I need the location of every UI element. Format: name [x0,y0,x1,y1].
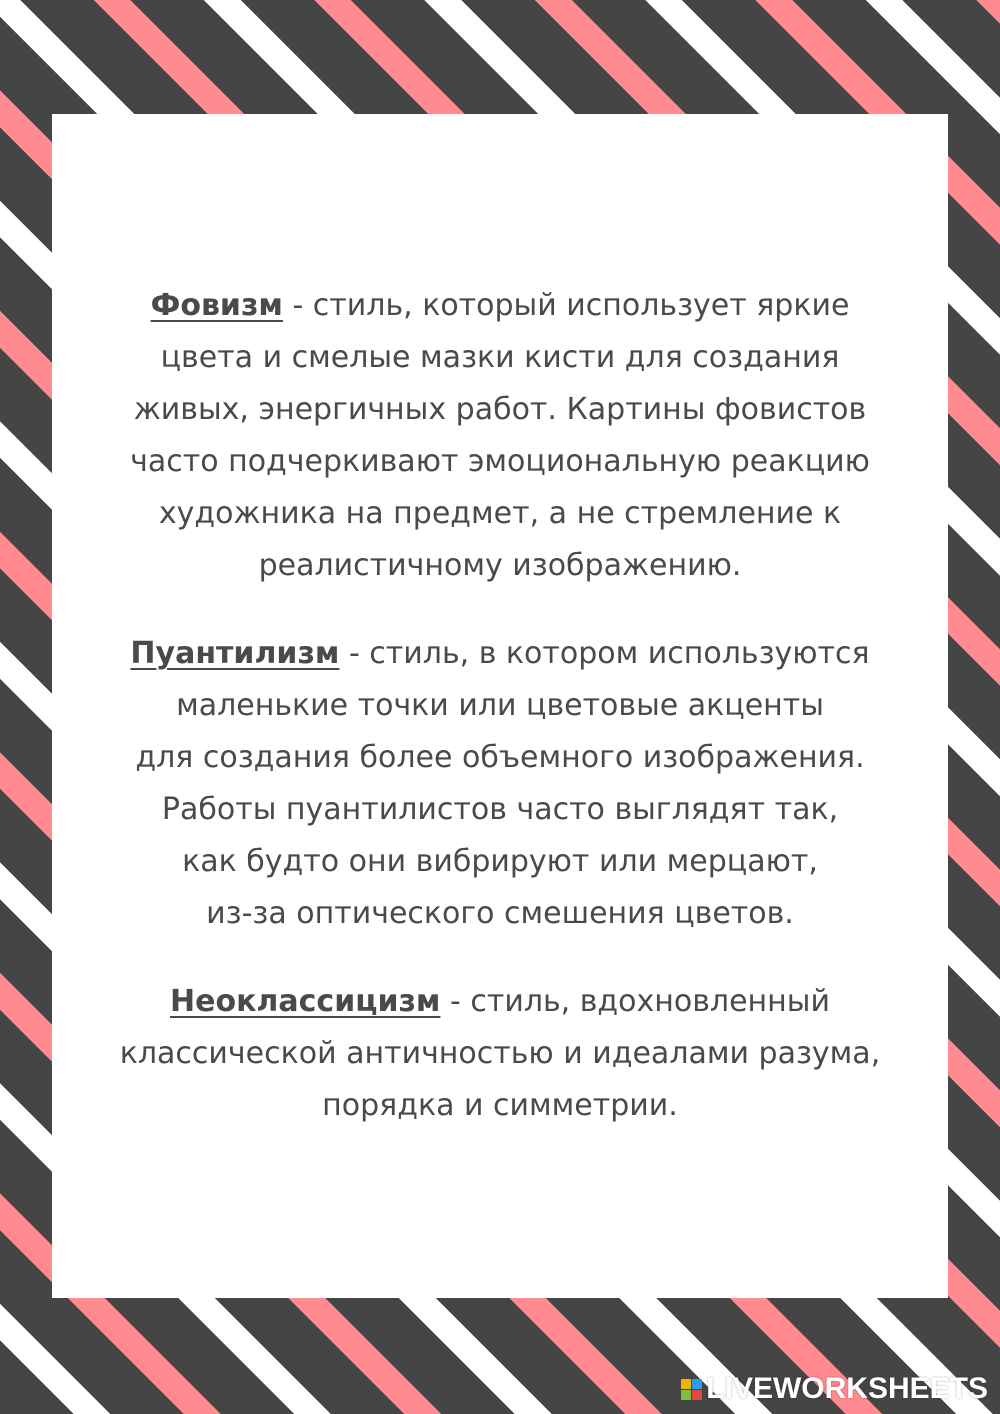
liveworksheets-logo-icon [681,1379,702,1400]
paragraph-line: художника на предмет, а не стремление к [158,496,842,531]
paragraph-line [82,280,918,332]
paragraph-line: для создания более объемного изображения. [135,740,865,775]
paragraph-neoclassicism [82,976,918,1132]
watermark-text: LIVEWORKSHEETS [706,1372,988,1405]
paragraph-fauvism [82,280,918,592]
paragraph-line: часто подчеркивают эмоциональную реакцию [130,444,870,479]
paragraph-line [82,628,918,680]
term-fauvism: Фовизм [150,288,283,323]
logo-tile [692,1390,702,1400]
definition-text: - стиль, вдохновленный [440,984,830,1019]
content-card [52,114,948,1298]
paragraph-line: классической античностью и идеалами разума, [119,1036,881,1071]
text-column [82,280,918,1168]
paragraph-line: порядка и симметрии. [322,1088,678,1123]
paragraph-line: из-за оптического смешения цветов. [206,896,794,931]
paragraph-line: живых, энергичных работ. Картины фовистов [133,392,867,427]
logo-tile [692,1379,702,1389]
liveworksheets-watermark [681,1372,988,1406]
paragraph-line: цвета и смелые мазки кисти для создания [160,340,840,375]
paragraph-line: Работы пуантилистов часто выглядят так, [161,792,839,827]
paragraph-line: как будто они вибрируют или мерцают, [182,844,818,879]
paragraph-line: маленькие точки или цветовые акценты [176,688,824,723]
paragraph-line [82,976,918,1028]
definition-text: - стиль, в котором используются [339,636,870,671]
definition-text: - стиль, который использует яркие [282,288,850,323]
logo-tile [681,1390,691,1400]
term-neoclassicism: Неоклассицизм [170,984,441,1019]
logo-tile [681,1379,691,1389]
paragraph-line: реалистичному изображению. [258,548,742,583]
term-pointillism: Пуантилизм [130,636,340,671]
paragraph-pointillism [82,628,918,940]
